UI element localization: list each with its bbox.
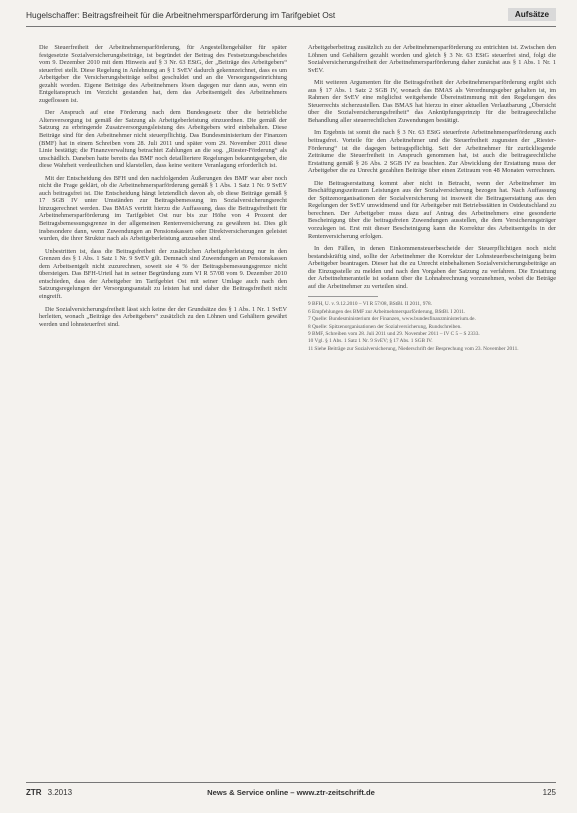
running-title: Hugelschaffer: Beitragsfreiheit für die Arbeitnehmersparförderung im Tarifgebiet Ost [26, 10, 336, 20]
page-header [26, 7, 556, 27]
left-column [39, 44, 287, 333]
footnote: 8 Quelle: Spitzenorganisationen der Sozialversicherung, Rundschreiben. [308, 323, 462, 330]
issue-number: 3.2013 [47, 788, 73, 797]
footnote: 7 Quelle: Bundesministerium der Finanzen, www.bundesfinanzministerium.de. [308, 316, 476, 323]
footnote: 6 Empfehlungen des BMF zur Arbeitnehmersparförderung, BStBl. I 2011. [308, 308, 466, 315]
section-label: Aufsätze [508, 8, 556, 21]
footnote: 10 Vgl. § 1 Abs. 1 Satz 1 Nr. 9 SvEV; § 17 Abs. 1 SGB IV. [308, 338, 433, 345]
right-column [308, 44, 556, 353]
paragraph: Mit weiteren Argumenten für die Beitragsfreiheit der Arbeitnehmersparförderung ergibt sich aus § 17 Abs. 1 Satz 2 SGB IV, wonach das BMAS als Verordnungsgeber gehalten ist, im Rahmen der SvEV eine möglichst weitgehende Übereinstimmung mit den Regelungen des Steuerrechts sicherzustellen. Das BMAS hat hierzu in einer aktuellen Verlautbarung „Übersicht über die Sozialversicherungsfreiheit“ das Anknüpfungsprinzip für die beitragsrechtliche Behandlung aller steuerrechtlichen Zuwendungen bestätigt. [308, 79, 556, 124]
journal-name: ZTR [26, 788, 42, 797]
paragraph: Die Sozialversicherungsfreiheit lässt sich keine der der Grundsätze des § 1 Abs. 1 Nr. 1 SvEV herleiten, wonach „Beiträge des Arbeitgebers“ zusätzlich zu den Löhnen und Gehältern gewährt werden und lohnsteuerfrei sind. [39, 305, 287, 328]
page-footer [26, 782, 556, 801]
footnote: 11 Siehe Beiträge zur Sozialversicherung, Niederschrift der Besprechung vom 23. November 2011. [308, 345, 519, 352]
paragraph: Die Beitragserstattung kommt aber nicht in Betracht, wenn der Arbeitnehmer im Beschäftigungszeitraum Leistungen aus der Sozialversicherung bezogen hat. Nach Auffassung der Spitzenorganisationen der Sozialversicherung ist insoweit die Beitragserstattung aus den Regelungen der SvEV umwidmend und für Arbeitgeber mit Betriebsstätten in Ostdeutschland zu berechnen. Der Arbeitgeber muss dazu auf Antrag des Arbeitnehmers eine gesonderte Bescheinigung über die beitragsfreien Zuwendungen ausstellen, die dem Versicherungsträger vorzulegen ist. Erst mit dieser Bescheinigung kann die Korrektur des Arbeitsentgelts in der Rentenversicherung erfolgen. [308, 179, 556, 240]
paragraph: In den Fällen, in denen Einkommensteuerbescheide der Steuerpflichtigen noch nicht bestandskräftig sind, sollte der Arbeitnehmer die Korrektur der Lohnsteuerbescheinigung beim Arbeitgeber beantragen. Dieser hat die zu Unrecht einbehaltenen Sozialversicherungsbeiträge an die Einzugsstelle zu melden und nach den Vorgaben der Satzung zu verfahren. Die Erstattung der Arbeitnehmeranteile ist sodann über die Lohnabrechnung vorzunehmen, wobei die Beträge auf die Arbeitnehmer zu verteilen sind. [308, 245, 556, 290]
paragraph: Die Steuerfreiheit der Arbeitnehmersparförderung, für Angestelltengehälter für später festgesetzte Sozialversicherungsbeiträge, ist begründet der Beitrag des Festsetzungsbescheides vom 9. Dezember 2010 mit dem Hinweis auf § 3 Nr. 63 EStG, der „Beiträge des Arbeitgebers“ steuerfrei stellt. Diese Regelung in Anlehnung an § 1 SvEV dadurch gekennzeichnet, dass es um Arbeitgeber die Versicherungsbeiträge selbst geschuldet und an die Versorgungseinrichtung gezahlt worden. Eigene Beiträge des Arbeitnehmers lösen dagegen nur dann aus, wenn ein Entgeltanspruch im Verzicht gestanden hat, dem das Arbeitsentgelt des Arbeitnehmers zugeflossen ist. [39, 44, 287, 104]
footnote: 9 BMF, Schreiben vom 28. Juli 2011 und 29. November 2011 – IV C 5 – S 2333. [308, 331, 480, 338]
page-number: 125 [542, 788, 556, 797]
paragraph: Der Anspruch auf eine Förderung nach dem Bundesgesetz über die betriebliche Altersversorgung ist gemäß der Satzung als Arbeitgeberleistung einzuordnen. Die gemäß der Satzung zu erbringende Zusatzversorgungsleistung des Arbeitgebers wird einbehalten. Diese Beiträge sind für den Arbeitnehmer nicht steuerpflichtig. Das Bundesministerium der Finanzen (BMF) hat in einem Schreiben vom 28. Juli 2011 und später vom 29. November 2011 diese Linie bestätigt; die Finanzverwaltung betrachtet Zahlungen an die sog. „Riester-Förderung“ als unschädlich. Daneben hatte bereits das BMF noch detailliertere Regelungen bekanntgegeben, die diese Wahrheit verdeutlichen und klarstellen, dass keine weitere Veranlagung erforderlich ist. [39, 109, 287, 170]
paragraph: Mit der Entscheidung des BFH und den nachfolgenden Äußerungen des BMF war aber noch nicht die Frage geklärt, ob die Arbeitnehmersparförderung gemäß § 1 Abs. 1 Satz 1 Nr. 9 SvEV auch beitragsfrei ist. Die Entscheidung hängt letztendlich davon ab, ob diese Beiträge gemäß § 17 SGB IV unter Umständen zur Beitragsbemessung im Sozialversicherungsrecht hinzugerechnet werden. Das BMAS vertritt hierzu die Auffassung, dass die Beitragsfreiheit für Arbeitnehmersparförderung im Tarifgebiet Ost nur bis zur Höhe von 4 Prozent der Beitragsbemessungsgrenze in der allgemeinen Rentenversicherung zu gewähren ist. Dies gilt insbesondere dann, wenn Zuwendungen an Pensionskassen oder Direktversicherungen geleistet wurden, die ihrer Struktur nach als Arbeitgeberleistung anzusehen sind. [39, 174, 287, 243]
paragraph: Arbeitgeberbeitrag zusätzlich zu der Arbeitnehmersparförderung zu entrichten ist. Zwischen den Löhnen und Gehältern gezahlt worden und gleich § 3 Nr. 63 EStG steuerfrei sind, folgt die Sozialversicherungsfreiheit der Arbeitnehmersparförderung daher zunächst aus § 1 Abs. 1 Nr. 1 SvEV. [308, 44, 556, 74]
footnote: 9 BFH, U. v. 9.12.2010 – VI R 57/08, BStBl. II 2011, 978. [308, 301, 432, 308]
paragraph: Im Ergebnis ist somit die nach § 3 Nr. 63 EStG steuerfreie Arbeitnehmersparförderung auch beitragsfrei. Vorteile für den Arbeitnehmer und die Steuerfreiheit zugunsten der „Riester-Förderung“ ist die dagegen beitragspflichtig. Seit der Arbeitnehmer für zurückliegende Zeiträume die Steuerfreiheit in Anspruch genommen hat, ist auch die beitragsrechtliche Erstattung gemäß § 26 Abs. 2 SGB IV zu beachten. Zur Abwicklung der Erstattung muss der Arbeitgeber die zu Unrecht gezahlten Beiträge über einen Zeitraum von 48 Monaten verrechnen. [308, 129, 556, 175]
paragraph: Unbestritten ist, dass die Beitragsfreiheit der zusätzlichen Arbeitgeberleistung nur in den Grenzen des § 1 Abs. 1 Satz 1 Nr. 9 SvEV gilt. Demnach sind Zuwendungen an Pensionskassen dem Arbeitsentgelt nicht zuzurechnen, soweit sie 4 % der Beitragsbemessungsgrenze nicht übersteigen. Das BFH-Urteil hat in seiner Begründung zum VI R 57/08 vom 9. Dezember 2010 entschieden, dass der Arbeitgeber im Tarifgebiet Ost mit seiner Umlage auch nach den Satzungsregelungen der Versorgungsanstalt zu leisten hat und daher die Beitragsfreiheit nicht eingreift. [39, 247, 287, 300]
footer-website: News & Service online – www.ztr-zeitschrift.de [207, 788, 375, 797]
footnote-divider [308, 296, 378, 297]
